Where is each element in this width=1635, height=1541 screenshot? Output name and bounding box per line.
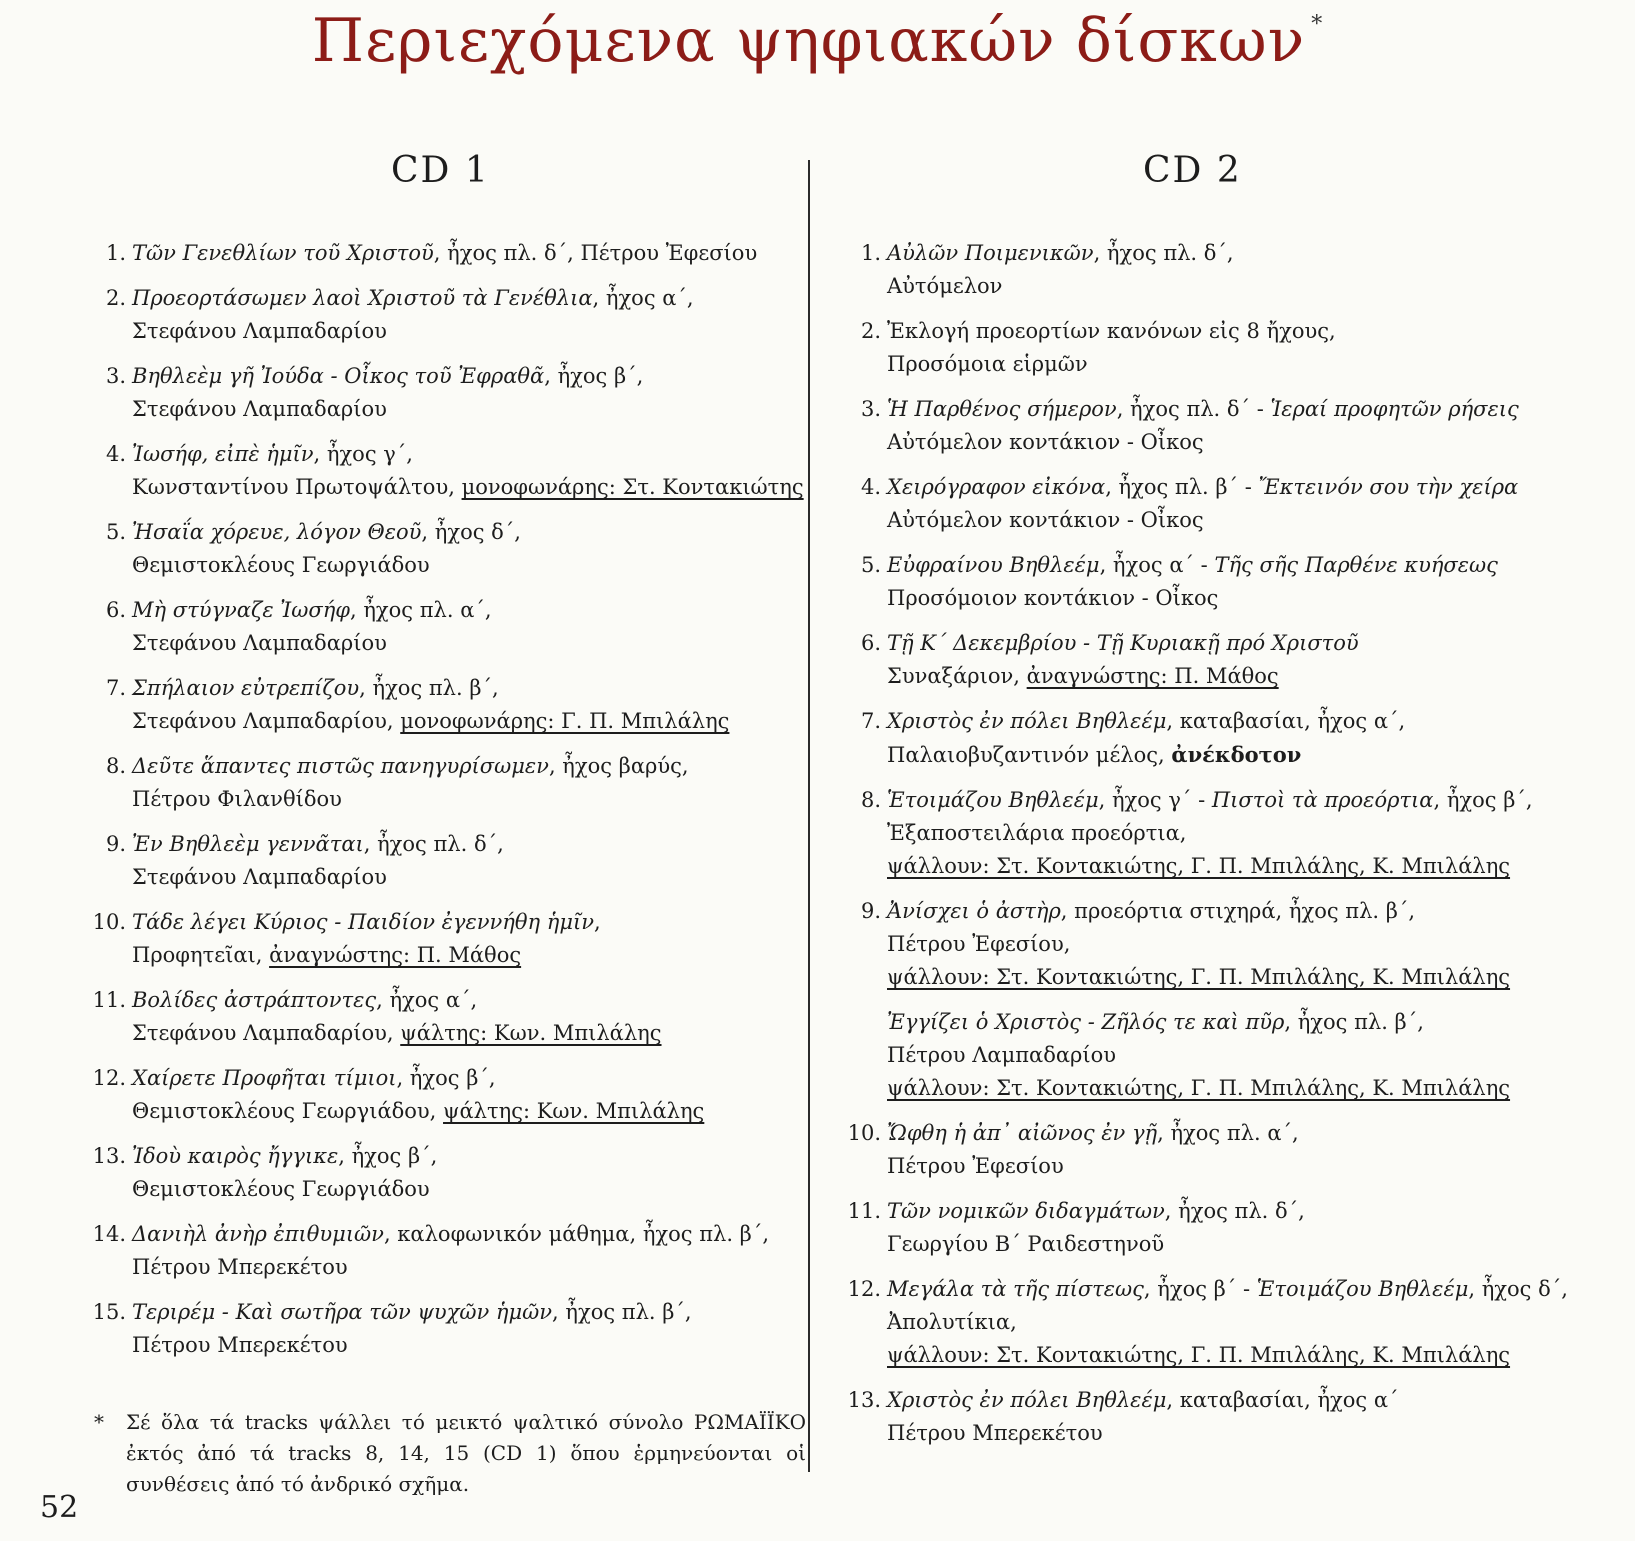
- track-performers: ψάλλουν: Στ. Κοντακιώτης, Γ. Π. Μπιλάλης, Κ. Μπιλάλης: [887, 1343, 1511, 1367]
- track-mode: , καλοφωνικόν μάθημα, ἦχος πλ. β΄,: [383, 1222, 769, 1246]
- track-title-line: [887, 1006, 1627, 1039]
- track-title: Ἐγγίζει ὁ Χριστὸς - Ζῆλός τε καὶ πῦρ: [887, 1010, 1285, 1034]
- track-number: 9.: [105, 832, 126, 856]
- track-mode: , ἦχος πλ. β΄,: [359, 676, 499, 700]
- track-number: 4.: [860, 475, 881, 499]
- track-performer: μονοφωνάρης: Στ. Κοντακιώτης: [461, 475, 804, 499]
- title-footnote-mark: *: [1311, 12, 1324, 37]
- track-performers-line: [887, 1072, 1627, 1105]
- track-composer: Προσόμοιον κοντάκιον - Οἶκος: [887, 586, 1219, 610]
- track-number: 8.: [105, 754, 126, 778]
- track-title-line: [132, 1218, 792, 1251]
- track-title-second: Πιστοὶ τὰ προεόρτια: [1211, 788, 1434, 812]
- track-mode: , ἦχος γ΄ -: [1098, 788, 1212, 812]
- track-composer-line: [887, 270, 1627, 303]
- track-entry: [92, 984, 792, 1050]
- track-performer: ἀναγνώστης: Π. Μάθος: [1026, 664, 1279, 688]
- track-composer: Γεωργίου Β΄ Ραιδεστηνοῦ: [887, 1232, 1165, 1256]
- track-composer: Πέτρου Ἐφεσίου: [887, 1154, 1064, 1178]
- track-composer-line: [887, 426, 1627, 459]
- track-performers-line: [887, 850, 1627, 883]
- track-composer: Προφητεῖαι,: [132, 943, 270, 967]
- track-title: Ἀνίσχει ὁ ἀστὴρ: [887, 899, 1061, 923]
- track-mode-second: , ἦχος δ΄,: [1468, 1277, 1568, 1301]
- track-title-line: [132, 750, 792, 783]
- track-composer: Στεφάνου Λαμπαδαρίου: [132, 631, 387, 655]
- column-divider: [808, 160, 810, 1472]
- track-composer-line: [132, 315, 792, 348]
- track-title: Ἐν Βηθλεὲμ γεννᾶται: [132, 832, 364, 856]
- track-title-line: [887, 549, 1627, 582]
- track-title: Χειρόγραφον εἰκόνα: [887, 475, 1106, 499]
- track-entry: [105, 438, 804, 504]
- track-title-line: [132, 438, 792, 471]
- track-title-line: [132, 1296, 792, 1329]
- track-number: 2.: [105, 286, 126, 310]
- track-title-line: [887, 1195, 1627, 1228]
- track-composer-line: [132, 705, 792, 738]
- track-composer-line: [887, 738, 1627, 772]
- track-entry: [887, 1006, 1627, 1105]
- track-composer-line: [887, 928, 1627, 961]
- track-mode-second: , ἦχος β΄,: [1433, 788, 1533, 812]
- track-title-line: [132, 282, 792, 315]
- track-title-line: [132, 360, 792, 393]
- track-composer-line: [132, 471, 804, 504]
- track-title-second: Ἱεραί προφητῶν ρήσεις: [1270, 397, 1519, 421]
- track-entry: [847, 1384, 1627, 1450]
- track-title: Ἰδοὺ καιρὸς ἤγγικε: [132, 1144, 339, 1168]
- track-number: 9.: [860, 899, 881, 923]
- track-title: Ἑτοιμάζου Βηθλεέμ: [887, 788, 1099, 812]
- track-composer-line: [132, 939, 792, 972]
- track-title-line: [887, 895, 1627, 928]
- track-entry: [105, 360, 792, 426]
- track-entry: [860, 237, 1627, 303]
- track-number: 4.: [105, 442, 126, 466]
- track-title: Ὤφθη ἡ ἀπ᾽ αἰῶνος ἐν γῇ: [887, 1121, 1158, 1145]
- track-entry: [860, 549, 1627, 615]
- track-entry: [105, 237, 792, 270]
- track-title: Αὐλῶν Ποιμενικῶν: [887, 241, 1094, 265]
- track-entry: [92, 1218, 792, 1284]
- track-entry: [847, 1273, 1627, 1372]
- track-title-line: [132, 1140, 792, 1173]
- track-number: 6.: [105, 598, 126, 622]
- track-title-line: [887, 315, 1627, 348]
- track-composer: Πέτρου Φιλανθίδου: [132, 787, 342, 811]
- track-performers: ψάλλουν: Στ. Κοντακιώτης, Γ. Π. Μπιλάλης, Κ. Μπιλάλης: [887, 854, 1511, 878]
- track-number: 8.: [860, 788, 881, 812]
- track-entry: [92, 1296, 792, 1362]
- track-entry: [860, 627, 1627, 693]
- footnote-text: Σέ ὅλα τά tracks ψάλλει τό μεικτό ψαλτικό σύνολο ΡΩΜΑΪΪΚΟ ἐκτός ἀπό τά tracks 8, 14, 15 (CD 1) ὅπου ἑρμηνεύονται οἱ συνθέσεις ἀπό τό ἀνδρικό σχῆμα.: [126, 1410, 806, 1496]
- track-performers: ψάλλουν: Στ. Κοντακιώτης, Γ. Π. Μπιλάλης, Κ. Μπιλάλης: [887, 965, 1511, 989]
- track-title: Μεγάλα τὰ τῆς πίστεως: [887, 1277, 1144, 1301]
- track-title-line: [132, 237, 792, 270]
- track-composer: Συναξάριον,: [887, 664, 1027, 688]
- title-text: Περιεχόμενα ψηφιακών δίσκων: [311, 6, 1306, 76]
- track-performer: ψάλτης: Κων. Μπιλάλης: [443, 1099, 705, 1123]
- track-entry: [860, 784, 1627, 883]
- track-composer: Στεφάνου Λαμπαδαρίου,: [132, 1021, 401, 1045]
- track-number: 3.: [860, 397, 881, 421]
- track-mode: , ἦχος βαρύς,: [548, 754, 689, 778]
- track-title: Τεριρέμ - Καὶ σωτῆρα τῶν ψυχῶν ἡμῶν: [132, 1300, 553, 1324]
- track-composer: Πέτρου Ἐφεσίου,: [887, 932, 1071, 956]
- track-entry: [860, 471, 1627, 537]
- track-title: Ἡ Παρθένος σήμερον: [887, 397, 1117, 421]
- track-title-line: [887, 1273, 1627, 1306]
- track-mode: , ἦχος δ΄,: [421, 520, 521, 544]
- track-title: Σπήλαιον εὐτρεπίζου: [132, 676, 360, 700]
- track-title-line: [887, 393, 1627, 426]
- footnote-mark: *: [94, 1410, 104, 1434]
- track-number: 7.: [860, 709, 881, 733]
- track-number: 15.: [92, 1300, 126, 1324]
- track-mode: , ἦχος πλ. α΄,: [350, 598, 492, 622]
- track-title-second: Ἑτοιμάζου Βηθλεέμ: [1256, 1277, 1469, 1301]
- track-entry: [860, 895, 1627, 994]
- track-composer-line: [132, 1173, 792, 1206]
- track-mode: , ἦχος πλ. δ΄ -: [1116, 397, 1271, 421]
- track-composer: Θεμιστοκλέους Γεωργιάδου: [132, 553, 430, 577]
- track-composer-line: [132, 1251, 792, 1284]
- track-entry: [105, 828, 792, 894]
- track-number: 2.: [860, 319, 881, 343]
- page-title: [0, 6, 1635, 76]
- track-number: 13.: [92, 1144, 126, 1168]
- track-composer: Πέτρου Μπερεκέτου: [132, 1255, 348, 1279]
- track-number: 6.: [860, 631, 881, 655]
- track-composer-line: [132, 549, 792, 582]
- track-number: 13.: [847, 1388, 881, 1412]
- track-mode: , καταβασίαι, ἦχος α΄: [1166, 1388, 1399, 1412]
- track-title: Μὴ στύγναζε Ἰωσήφ: [132, 598, 350, 622]
- track-performer: ἀναγνώστης: Π. Μάθος: [269, 943, 522, 967]
- track-mode: , ἦχος α΄ -: [1099, 553, 1215, 577]
- track-composer-line: [887, 348, 1627, 381]
- track-title: Τῶν νομικῶν διδαγμάτων: [887, 1199, 1165, 1223]
- track-title-line: [132, 906, 792, 939]
- track-number: 5.: [105, 520, 126, 544]
- track-title-line: [887, 627, 1627, 660]
- track-entry: [847, 1195, 1627, 1261]
- track-mode: , ἦχος πλ. β΄,: [1284, 1010, 1424, 1034]
- track-composer: Κωνσταντίνου Πρωτοψάλτου,: [132, 475, 462, 499]
- track-entry: [105, 282, 792, 348]
- track-number: 14.: [92, 1222, 126, 1246]
- track-title: Χριστὸς ἐν πόλει Βηθλεέμ: [887, 1388, 1167, 1412]
- track-mode: , ἦχος πλ. α΄,: [1157, 1121, 1299, 1145]
- track-mode: , ἦχος πλ. δ΄,: [1164, 1199, 1305, 1223]
- track-performers: ψάλλουν: Στ. Κοντακιώτης, Γ. Π. Μπιλάλης, Κ. Μπιλάλης: [887, 1076, 1511, 1100]
- track-entry: [92, 906, 792, 972]
- track-title-line: [887, 471, 1627, 504]
- track-entry: [860, 315, 1627, 381]
- track-note: ἀνέκδοτον: [1171, 742, 1302, 767]
- track-composer-line: [132, 861, 792, 894]
- track-composer-line: [132, 627, 792, 660]
- track-composer-line: [132, 1095, 792, 1128]
- track-mode: , ἦχος α΄,: [376, 988, 478, 1012]
- track-title: Ἠσαΐα χόρευε, λόγον Θεοῦ: [132, 520, 422, 544]
- cd1-track-list: [92, 237, 804, 1374]
- track-mode: , ἦχος α΄,: [592, 286, 694, 310]
- track-composer: Στεφάνου Λαμπαδαρίου: [132, 319, 387, 343]
- track-composer-line: [132, 1017, 792, 1050]
- track-number: 12.: [92, 1066, 126, 1090]
- track-mode: , ἦχος β΄,: [338, 1144, 438, 1168]
- track-composer: Πέτρου Μπερεκέτου: [887, 1421, 1103, 1445]
- track-title: Χριστὸς ἐν πόλει Βηθλεέμ: [887, 709, 1167, 733]
- track-mode: ,: [594, 910, 601, 934]
- track-title: Τῶν Γενεθλίων τοῦ Χριστοῦ: [132, 241, 434, 265]
- track-composer: Θεμιστοκλέους Γεωργιάδου,: [132, 1099, 444, 1123]
- track-composer: Θεμιστοκλέους Γεωργιάδου: [132, 1177, 430, 1201]
- track-title: Προεορτάσωμεν λαοὶ Χριστοῦ τὰ Γενέθλια: [132, 286, 593, 310]
- track-title-line: [132, 672, 792, 705]
- track-composer: Αὐτόμελον: [887, 274, 1003, 298]
- track-entry: [105, 516, 792, 582]
- track-entry: [92, 1140, 792, 1206]
- track-mode: , ἦχος πλ. β΄,: [552, 1300, 692, 1324]
- track-number: 7.: [105, 676, 126, 700]
- track-mode: , ἦχος β΄,: [396, 1066, 496, 1090]
- track-mode: Ἐκλογή προεορτίων κανόνων εἰς 8 ἤχους,: [887, 319, 1336, 343]
- track-entry: [860, 705, 1627, 772]
- track-composer: Στεφάνου Λαμπαδαρίου: [132, 397, 387, 421]
- track-composer-line: [887, 1306, 1627, 1339]
- track-composer: Παλαιοβυζαντινόν μέλος,: [887, 743, 1172, 767]
- track-composer: Αὐτόμελον κοντάκιον - Οἶκος: [887, 430, 1204, 454]
- track-title: Τῇ Κ΄ Δεκεμβρίου - Τῇ Κυριακῇ πρό Χριστοῦ: [887, 631, 1359, 655]
- track-number: 11.: [92, 988, 126, 1012]
- track-composer-line: [132, 393, 792, 426]
- page-number: 52: [40, 1490, 79, 1525]
- track-title-line: [887, 705, 1627, 738]
- track-performers-line: [887, 961, 1627, 994]
- track-mode: , ἦχος πλ. δ΄,: [363, 832, 504, 856]
- track-composer-line: [887, 660, 1627, 693]
- track-title: Τάδε λέγει Κύριος - Παιδίον ἐγεννήθη ἡμῖν: [132, 910, 594, 934]
- track-title: Δανιὴλ ἀνὴρ ἐπιθυμιῶν: [132, 1222, 384, 1246]
- track-mode: , προεόρτια στιχηρά, ἦχος πλ. β΄,: [1060, 899, 1416, 923]
- track-title: Δεῦτε ἅπαντες πιστῶς πανηγυρίσωμεν: [132, 754, 549, 778]
- track-entry: [847, 1117, 1627, 1183]
- cd2-heading: CD 2: [1143, 150, 1242, 191]
- track-title-line: [132, 594, 792, 627]
- track-composer-line: [887, 504, 1627, 537]
- track-composer: Στεφάνου Λαμπαδαρίου: [132, 865, 387, 889]
- track-title-line: [132, 984, 792, 1017]
- track-number: 1.: [105, 241, 126, 265]
- track-entry: [105, 672, 792, 738]
- track-performers-line: [887, 1339, 1627, 1372]
- track-number: 5.: [860, 553, 881, 577]
- track-entry: [92, 1062, 792, 1128]
- track-composer-line: [887, 582, 1627, 615]
- track-composer: Πέτρου Λαμπαδαρίου: [887, 1043, 1117, 1067]
- track-performer: ψάλτης: Κων. Μπιλάλης: [400, 1021, 662, 1045]
- track-title-line: [132, 1062, 792, 1095]
- track-composer: Πέτρου Μπερεκέτου: [132, 1333, 348, 1357]
- track-number: 12.: [847, 1277, 881, 1301]
- track-composer-line: [887, 817, 1627, 850]
- track-mode: , ἦχος γ΄,: [313, 442, 413, 466]
- track-title: Βολίδες ἀστράπτοντες: [132, 988, 377, 1012]
- cd1-heading: CD 1: [391, 150, 490, 191]
- track-composer-line: [887, 1150, 1627, 1183]
- track-number: 11.: [847, 1199, 881, 1223]
- track-mode: , ἦχος β΄ -: [1143, 1277, 1257, 1301]
- track-title: Εὐφραίνου Βηθλεέμ: [887, 553, 1100, 577]
- track-composer: Αὐτόμελον κοντάκιον - Οἶκος: [887, 508, 1204, 532]
- track-number: 10.: [847, 1121, 881, 1145]
- track-entry: [860, 393, 1627, 459]
- track-composer: Προσόμοια εἱρμῶν: [887, 352, 1088, 376]
- track-composer: Στεφάνου Λαμπαδαρίου,: [132, 709, 401, 733]
- track-composer-line: [887, 1039, 1627, 1072]
- track-performer: μονοφωνάρης: Γ. Π. Μπιλάλης: [400, 709, 730, 733]
- track-title-line: [132, 516, 792, 549]
- track-title-second: Ἔκτεινόν σου τὴν χείρα: [1258, 475, 1519, 499]
- track-mode: , ἦχος β΄,: [544, 364, 644, 388]
- cd2-track-list: [847, 237, 1627, 1462]
- track-mode: , ἦχος πλ. δ΄,: [1093, 241, 1234, 265]
- track-mode: , ἦχος πλ. β΄ -: [1105, 475, 1259, 499]
- track-composer: Ἐξαποστειλάρια προεόρτια,: [887, 821, 1187, 845]
- track-title-second: Τῆς σῆς Παρθένε κυήσεως: [1214, 553, 1498, 577]
- track-mode: , ἦχος πλ. δ΄, Πέτρου Ἐφεσίου: [433, 241, 758, 265]
- track-composer-line: [887, 1228, 1627, 1261]
- track-title: Βηθλεὲμ γῆ Ἰούδα - Οἶκος τοῦ Ἐφραθᾶ: [132, 364, 545, 388]
- track-title-line: [132, 828, 792, 861]
- track-title-line: [887, 1384, 1627, 1417]
- track-composer: Ἀπολυτίκια,: [887, 1310, 1017, 1334]
- track-title: Ἰωσήφ, εἰπὲ ἡμῖν: [132, 442, 314, 466]
- track-title-line: [887, 1117, 1627, 1150]
- track-composer-line: [887, 1417, 1627, 1450]
- track-entry: [105, 750, 792, 816]
- track-number: 1.: [860, 241, 881, 265]
- track-composer-line: [132, 783, 792, 816]
- track-title: Χαίρετε Προφῆται τίμιοι: [132, 1066, 397, 1090]
- track-number: 10.: [92, 910, 126, 934]
- track-mode: , καταβασίαι, ἦχος α΄,: [1166, 709, 1406, 733]
- track-title-line: [887, 784, 1627, 817]
- track-composer-line: [132, 1329, 792, 1362]
- track-title-line: [887, 237, 1627, 270]
- track-number: 3.: [105, 364, 126, 388]
- track-entry: [105, 594, 792, 660]
